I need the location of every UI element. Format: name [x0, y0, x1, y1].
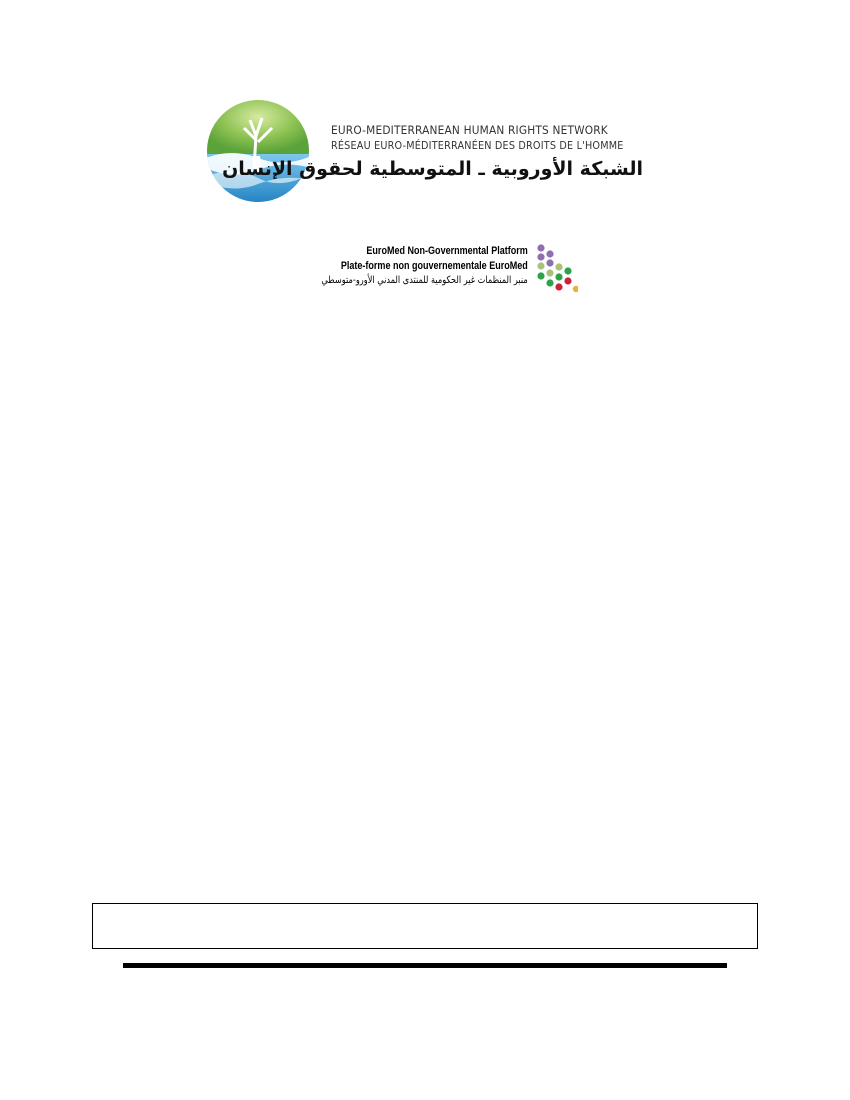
platform-name-arabic: منبر المنظمات غير الحكومية للمنتدى المدني الأورو-متوسطي	[321, 275, 528, 286]
platform-name-french: Plate-forme non gouvernementale EuroMed	[341, 260, 528, 272]
platform-logo-block	[320, 244, 580, 300]
org-name-arabic: الشبكة الأوروبية ـ المتوسطية لحقوق الإنسان	[222, 158, 643, 180]
emhrn-logo	[206, 96, 311, 206]
platform-dots-icon	[528, 244, 578, 300]
platform-name-english: EuroMed Non-Governmental Platform	[366, 245, 528, 257]
org-name-english: EURO-MEDITERRANEAN HUMAN RIGHTS NETWORK	[331, 123, 608, 137]
footer-horizontal-rule	[123, 963, 727, 968]
footer-text-box	[92, 903, 758, 949]
emhrn-org-names	[222, 122, 651, 180]
org-name-french: RÉSEAU EURO-MÉDITERRANÉEN DES DROITS DE L'HOMME	[331, 140, 624, 152]
platform-names	[276, 244, 528, 288]
